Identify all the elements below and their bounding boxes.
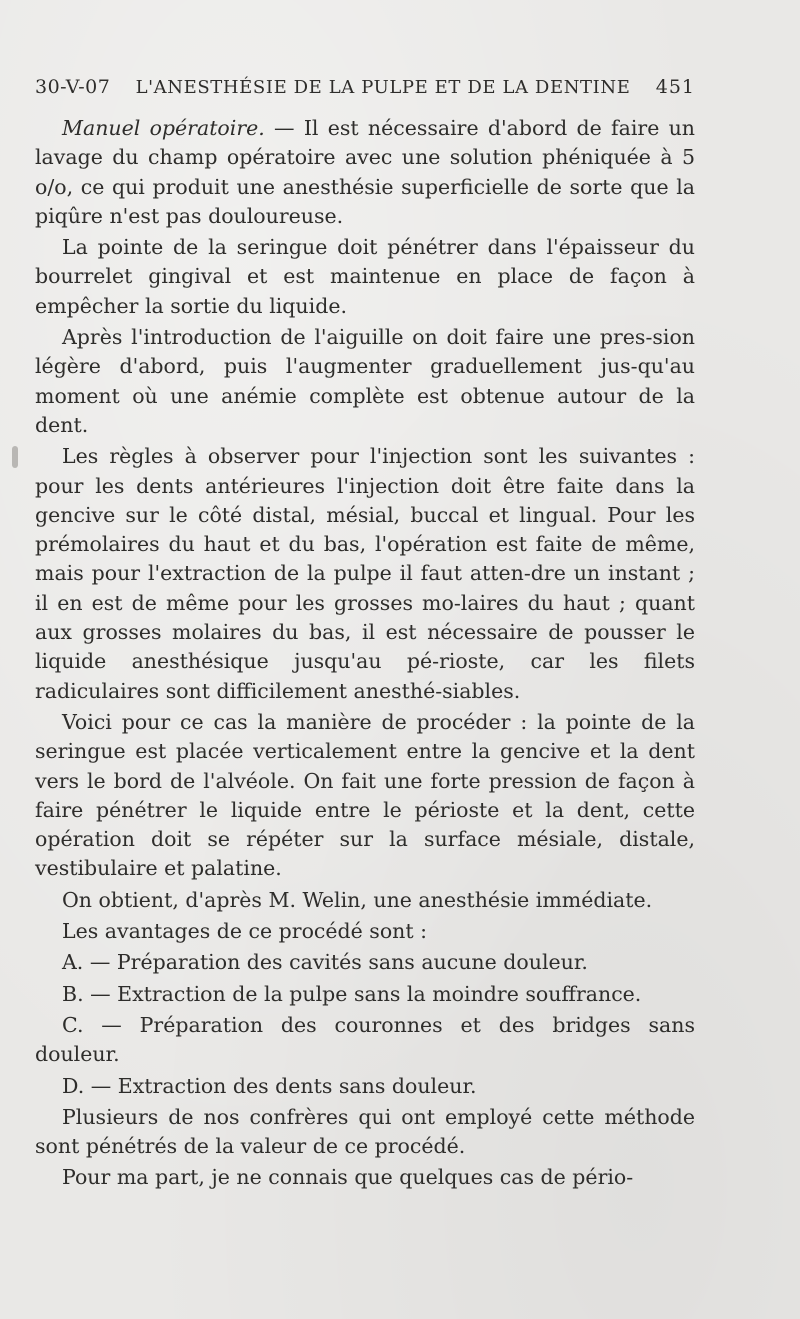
section-heading-run-in: Manuel opératoire. bbox=[62, 116, 265, 140]
running-head bbox=[35, 76, 695, 106]
body-text bbox=[35, 114, 695, 1193]
paragraph: Les avantages de ce procédé sont : bbox=[62, 919, 428, 944]
paragraph-manuel-operatoire bbox=[35, 114, 695, 231]
paragraph-text: — Il est nécessaire d'abord de faire un lavage du champ opératoire avec une solution phéniquée à 5 o/o, ce qui produit une anesthésie superficielle de sorte que la piqûre n'est pas douloureuse. bbox=[35, 116, 695, 228]
header-title: L'ANESTHÉSIE DE LA PULPE ET DE LA DENTINE bbox=[135, 77, 631, 98]
list-item-b: B. — Extraction de la pulpe sans la moindre souffrance. bbox=[62, 981, 642, 1006]
ink-smudge bbox=[12, 446, 18, 468]
paragraph: Plusieurs de nos confrères qui ont employé cette méthode sont pénétrés de la valeur de ce procédé. bbox=[35, 1104, 695, 1159]
paragraph: Pour ma part, je ne connais que quelques cas de pério- bbox=[62, 1165, 634, 1190]
list-item-a: A. — Préparation des cavités sans aucune douleur. bbox=[62, 950, 588, 975]
header-date: 30-V-07 bbox=[35, 76, 111, 98]
paragraph: Les règles à observer pour l'injection sont les suivantes : pour les dents antérieures l'injection doit être faite dans la gencive sur le côté distal, mésial, buccal et lingual. Pour les prémolaires du haut et du bas, l'opération est faite de même, mais pour l'extraction de la pulpe il faut atten-dre un instant ; il en est de même pour les grosses mo-laires du haut ; quant aux grosses molaires du bas, il est nécessaire de pousser le liquide anesthésique jusqu'au pé-rioste, car les filets radiculaires sont difficilement anesthé-siables. bbox=[35, 444, 695, 703]
paragraph: Après l'introduction de l'aiguille on doit faire une pres-sion légère d'abord, puis l'augmenter graduellement jus-qu'au moment où une anémie complète est obtenue autour de la dent. bbox=[35, 325, 695, 437]
paragraph: Voici pour ce cas la manière de procéder : la pointe de la seringue est placée verticalement entre la gencive et la dent vers le bord de l'alvéole. On fait une forte pression de façon à faire pénétrer le liquide entre le périoste et la dent, cette opération doit se répéter sur la surface mésiale, distale, vestibulaire et palatine. bbox=[35, 709, 695, 881]
list-item-c: C. — Préparation des couronnes et des bridges sans douleur. bbox=[35, 1012, 695, 1067]
page-number: 451 bbox=[655, 76, 695, 98]
paragraph: La pointe de la seringue doit pénétrer dans l'épaisseur du bourrelet gingival et est maintenue en place de façon à empêcher la sortie du liquide. bbox=[35, 235, 695, 318]
paragraph: On obtient, d'après M. Welin, une anesthésie immédiate. bbox=[62, 887, 653, 912]
book-page bbox=[35, 76, 695, 1195]
list-item-d: D. — Extraction des dents sans douleur. bbox=[62, 1073, 477, 1098]
